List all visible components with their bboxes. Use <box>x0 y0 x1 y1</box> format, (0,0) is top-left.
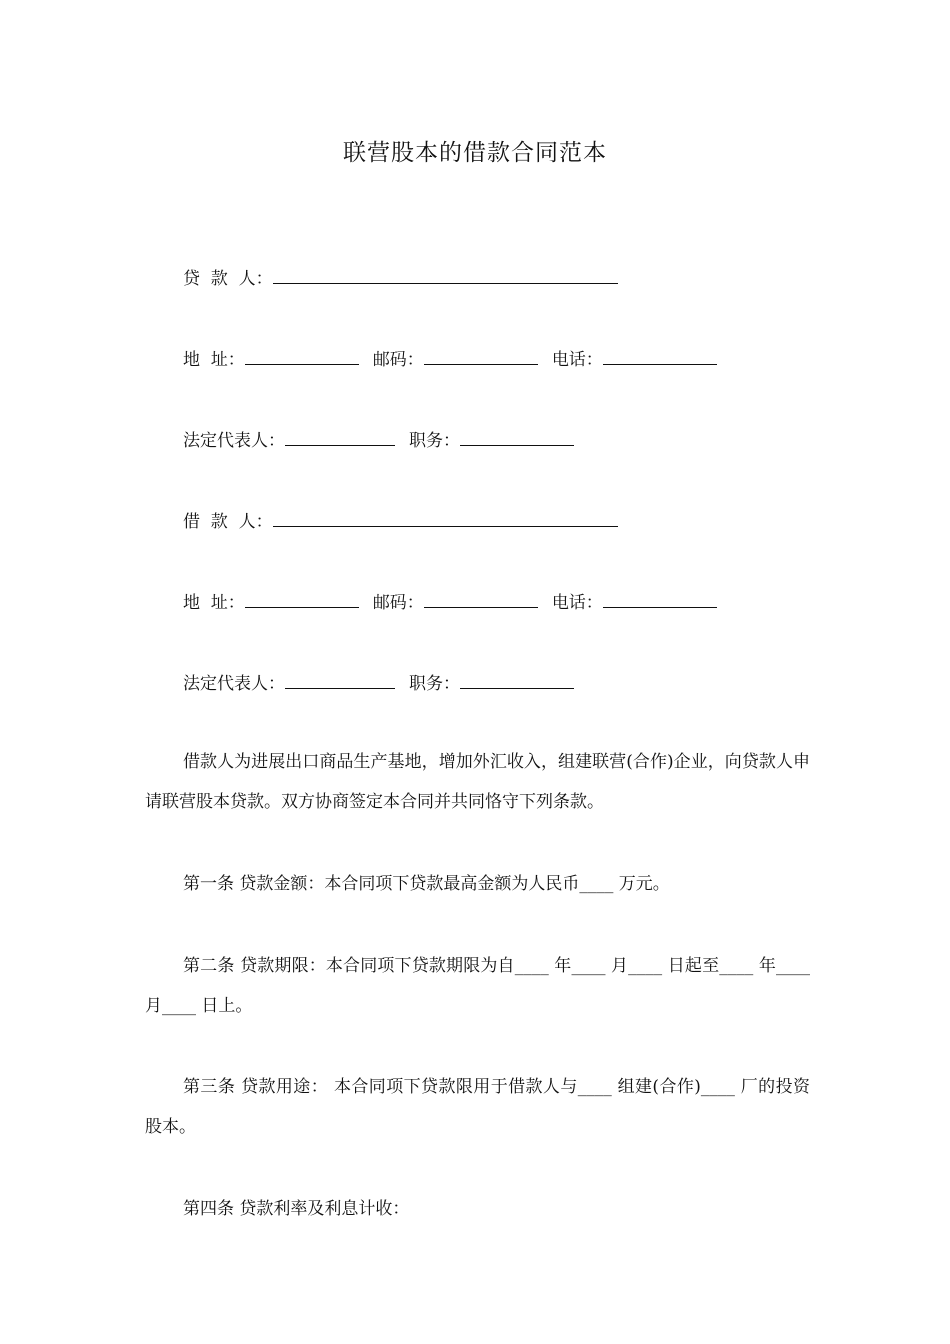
article-2: 第二条 贷款期限：本合同项下贷款期限为自____ 年____ 月____ 日起至____ 年____ 月____ 日上。 <box>145 956 810 1016</box>
borrower-position-blank[interactable] <box>460 670 574 689</box>
lender-contact-line <box>183 346 717 372</box>
lender-postcode-blank[interactable] <box>424 346 538 365</box>
borrower-address-blank[interactable] <box>245 589 359 608</box>
borrower-position-label: 职务： <box>409 674 460 694</box>
lender-line <box>183 265 618 291</box>
lender-label: 贷 款 人： <box>183 269 273 289</box>
borrower-phone-blank[interactable] <box>603 589 717 608</box>
lender-address-label: 地 址： <box>183 350 245 370</box>
borrower-legal-rep-blank[interactable] <box>285 670 395 689</box>
article-4: 第四条 贷款利率及利息计收： <box>183 1199 410 1219</box>
borrower-address-label: 地 址： <box>183 593 245 613</box>
article-3: 第三条 贷款用途： 本合同项下贷款限用于借款人与____ 组建(合作)____ 厂的投资股本。 <box>145 1077 810 1137</box>
lender-phone-label: 电话： <box>551 350 603 370</box>
lender-rep-line <box>183 427 574 453</box>
borrower-legal-rep-label: 法定代表人： <box>183 674 285 694</box>
lender-blank[interactable] <box>273 265 618 284</box>
borrower-postcode-blank[interactable] <box>424 589 538 608</box>
lender-phone-blank[interactable] <box>603 346 717 365</box>
page-title: 联营股本的借款合同范本 <box>343 140 607 166</box>
borrower-rep-line <box>183 670 574 696</box>
lender-address-blank[interactable] <box>245 346 359 365</box>
borrower-contact-line <box>183 589 717 615</box>
lender-position-blank[interactable] <box>460 427 574 446</box>
lender-legal-rep-blank[interactable] <box>285 427 395 446</box>
borrower-label: 借 款 人： <box>183 512 273 532</box>
borrower-blank[interactable] <box>273 508 618 527</box>
borrower-line <box>183 508 618 534</box>
lender-position-label: 职务： <box>409 431 460 451</box>
article-1: 第一条 贷款金额：本合同项下贷款最高金额为人民币____ 万元。 <box>183 874 670 894</box>
lender-postcode-label: 邮码： <box>372 350 424 370</box>
borrower-phone-label: 电话： <box>551 593 603 613</box>
intro-paragraph: 借款人为进展出口商品生产基地，增加外汇收入，组建联营(合作)企业，向贷款人申请联营股本贷款。双方协商签定本合同并共同恪守下列条款。 <box>145 752 810 812</box>
borrower-postcode-label: 邮码： <box>372 593 424 613</box>
lender-legal-rep-label: 法定代表人： <box>183 431 285 451</box>
